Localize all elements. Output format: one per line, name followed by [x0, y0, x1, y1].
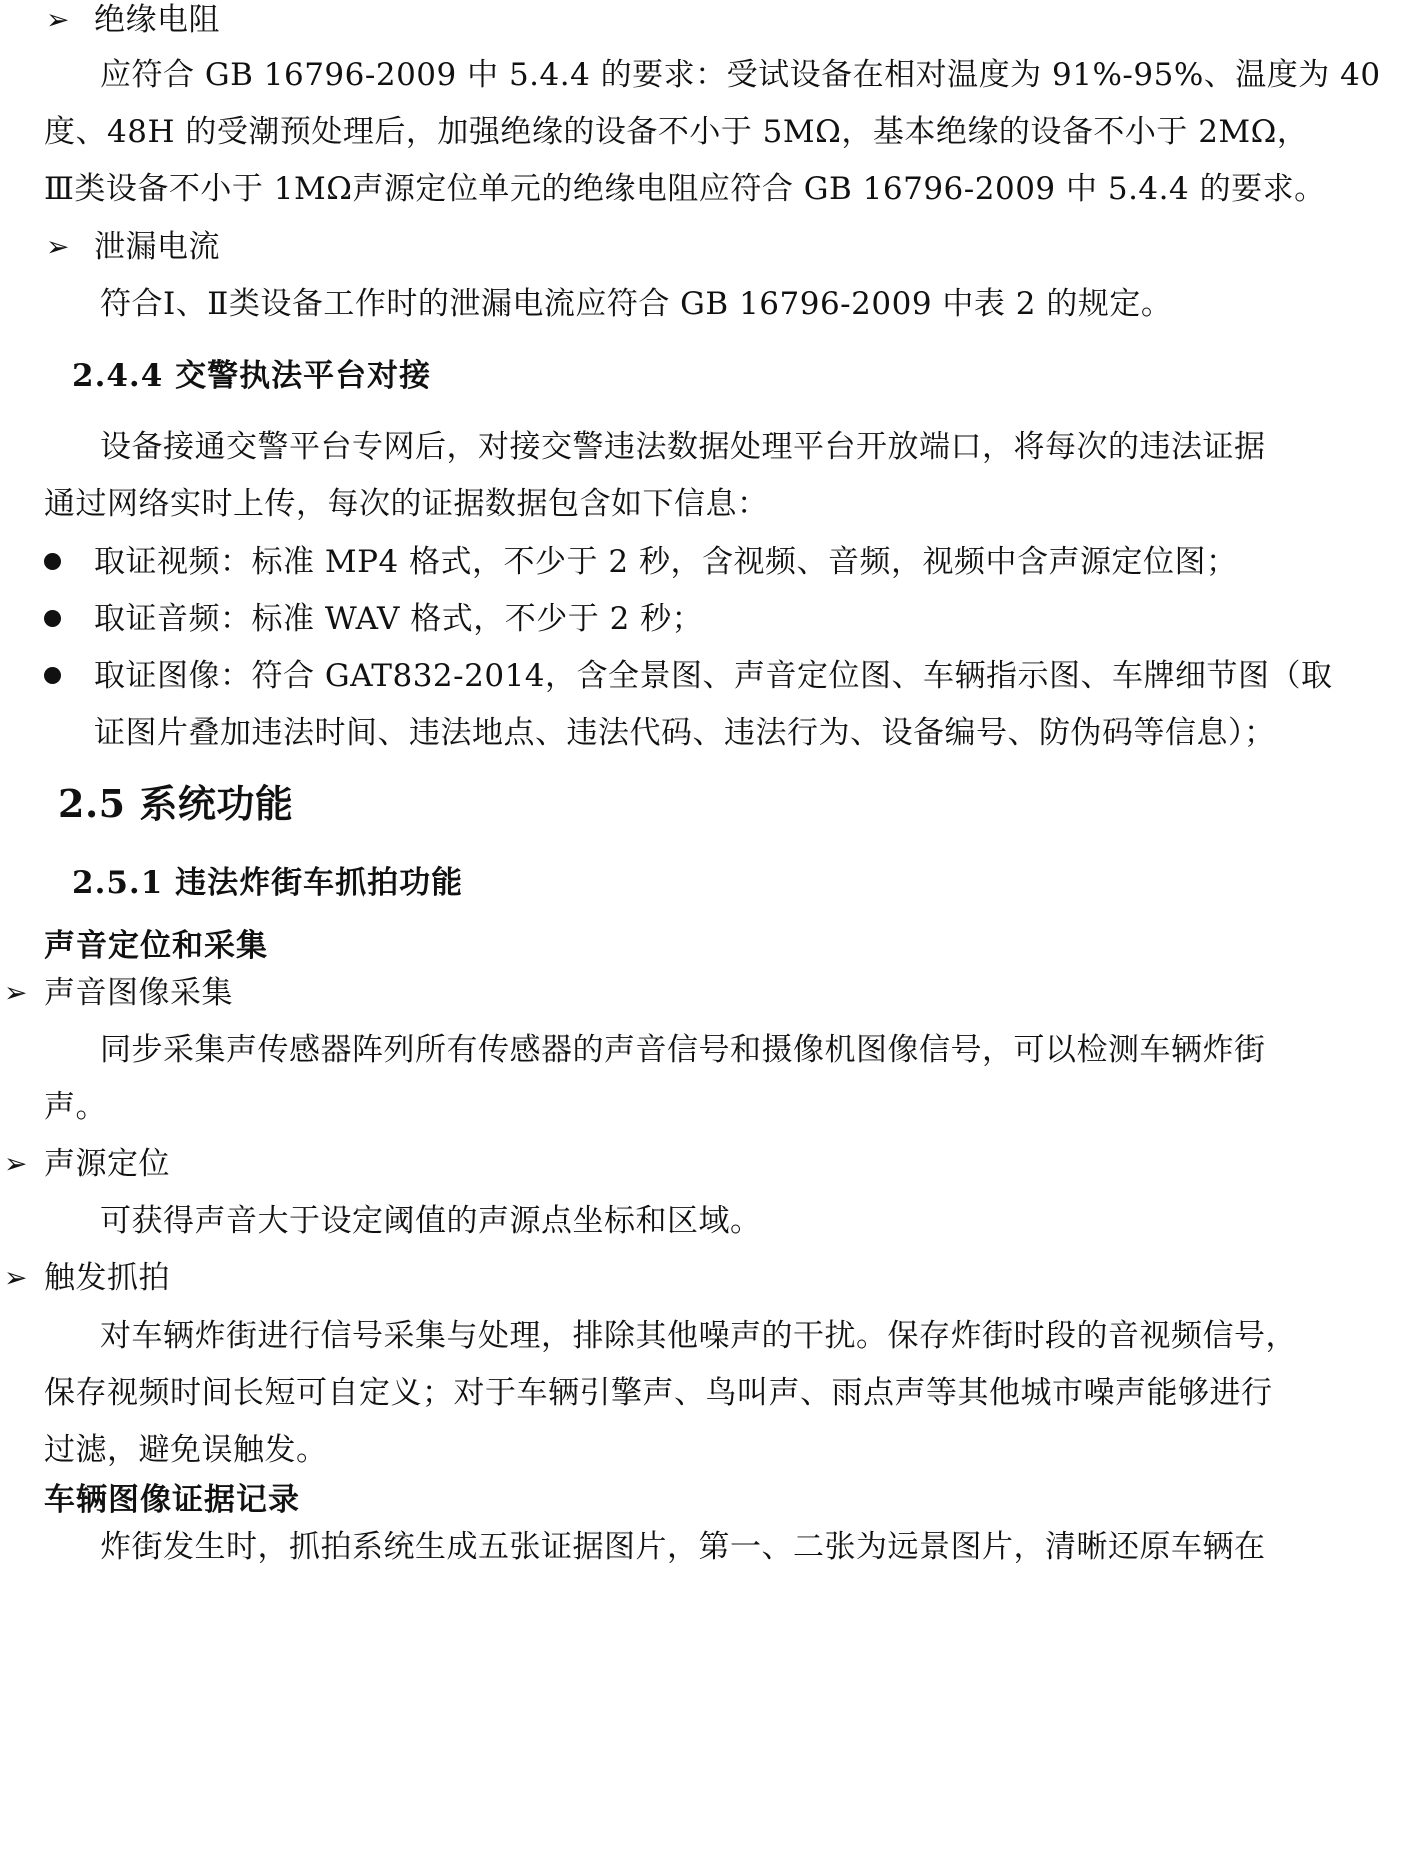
section-2-5-1-title: 2.5.1 违法炸街车抓拍功能 — [72, 865, 464, 901]
evidence-line-1: 炸街发生时，抓拍系统生成五张证据图片，第一、二张为远景图片，清晰还原车辆在 — [100, 1529, 1266, 1565]
bullet-video: 取证视频：标准 MP4 格式，不少于 2 秒，含视频、音频，视频中含声源定位图； — [94, 544, 1238, 580]
section-2-5-title: 2.5 系统功能 — [58, 781, 294, 826]
sound-item-title-capture: 声音图像采集 — [44, 975, 233, 1011]
sound-item-trigger-line-3: 过滤，避免误触发。 — [44, 1432, 328, 1468]
insulation-heading: 绝缘电阻 — [94, 2, 220, 38]
insulation-line-2: 度、48H 的受潮预处理后，加强绝缘的设备不小于 5MΩ，基本绝缘的设备不小于 2MΩ， — [44, 114, 1309, 150]
leakage-line: 符合Ⅰ、Ⅱ类设备工作时的泄漏电流应符合 GB 16796-2009 中表 2 的规定。 — [100, 286, 1173, 322]
bullet-dot-icon — [44, 667, 61, 684]
arrow-bullet-icon: ➢ — [4, 1147, 28, 1180]
arrow-bullet-icon: ➢ — [46, 230, 70, 263]
section-2-4-4-line-2: 通过网络实时上传，每次的证据数据包含如下信息： — [44, 486, 769, 522]
arrow-bullet-icon: ➢ — [46, 3, 70, 36]
bullet-dot-icon — [44, 553, 61, 570]
bullet-image-line-1: 取证图像：符合 GAT832-2014，含全景图、声音定位图、车辆指示图、车牌细节图（取 — [94, 658, 1333, 694]
arrow-bullet-icon: ➢ — [4, 976, 28, 1009]
sound-item-trigger-line-1: 对车辆炸街进行信号采集与处理，排除其他噪声的干扰。保存炸街时段的音视频信号， — [100, 1318, 1297, 1354]
sound-item-title-trigger: 触发抓拍 — [44, 1260, 170, 1296]
bullet-dot-icon — [44, 610, 61, 627]
bullet-image-line-2: 证图片叠加违法时间、违法地点、违法代码、违法行为、设备编号、防伪码等信息）； — [94, 715, 1276, 751]
evidence-heading: 车辆图像证据记录 — [44, 1482, 300, 1518]
section-2-4-4-line-1: 设备接通交警平台专网后，对接交警违法数据处理平台开放端口，将每次的违法证据 — [100, 429, 1266, 465]
sound-item-title-locate: 声源定位 — [44, 1146, 170, 1182]
leakage-heading: 泄漏电流 — [94, 229, 220, 265]
sound-item-locate-line-1: 可获得声音大于设定阈值的声源点坐标和区域。 — [100, 1203, 762, 1239]
sound-item-capture-line-1: 同步采集声传感器阵列所有传感器的声音信号和摄像机图像信号，可以检测车辆炸街 — [100, 1032, 1266, 1068]
insulation-line-3: Ⅲ类设备不小于 1MΩ声源定位单元的绝缘电阻应符合 GB 16796-2009 中 5.4.4 的要求。 — [44, 171, 1326, 207]
sound-item-capture-line-2: 声。 — [44, 1089, 107, 1125]
arrow-bullet-icon: ➢ — [4, 1261, 28, 1294]
sound-heading: 声音定位和采集 — [44, 928, 268, 964]
bullet-audio: 取证音频：标准 WAV 格式，不少于 2 秒； — [94, 601, 704, 637]
insulation-line-1: 应符合 GB 16796-2009 中 5.4.4 的要求：受试设备在相对温度为 91%-95%、温度为 40 — [100, 57, 1381, 93]
section-2-4-4-title: 2.4.4 交警执法平台对接 — [72, 358, 432, 394]
sound-item-trigger-line-2: 保存视频时间长短可自定义；对于车辆引擎声、鸟叫声、雨点声等其他城市噪声能够进行 — [44, 1375, 1273, 1411]
